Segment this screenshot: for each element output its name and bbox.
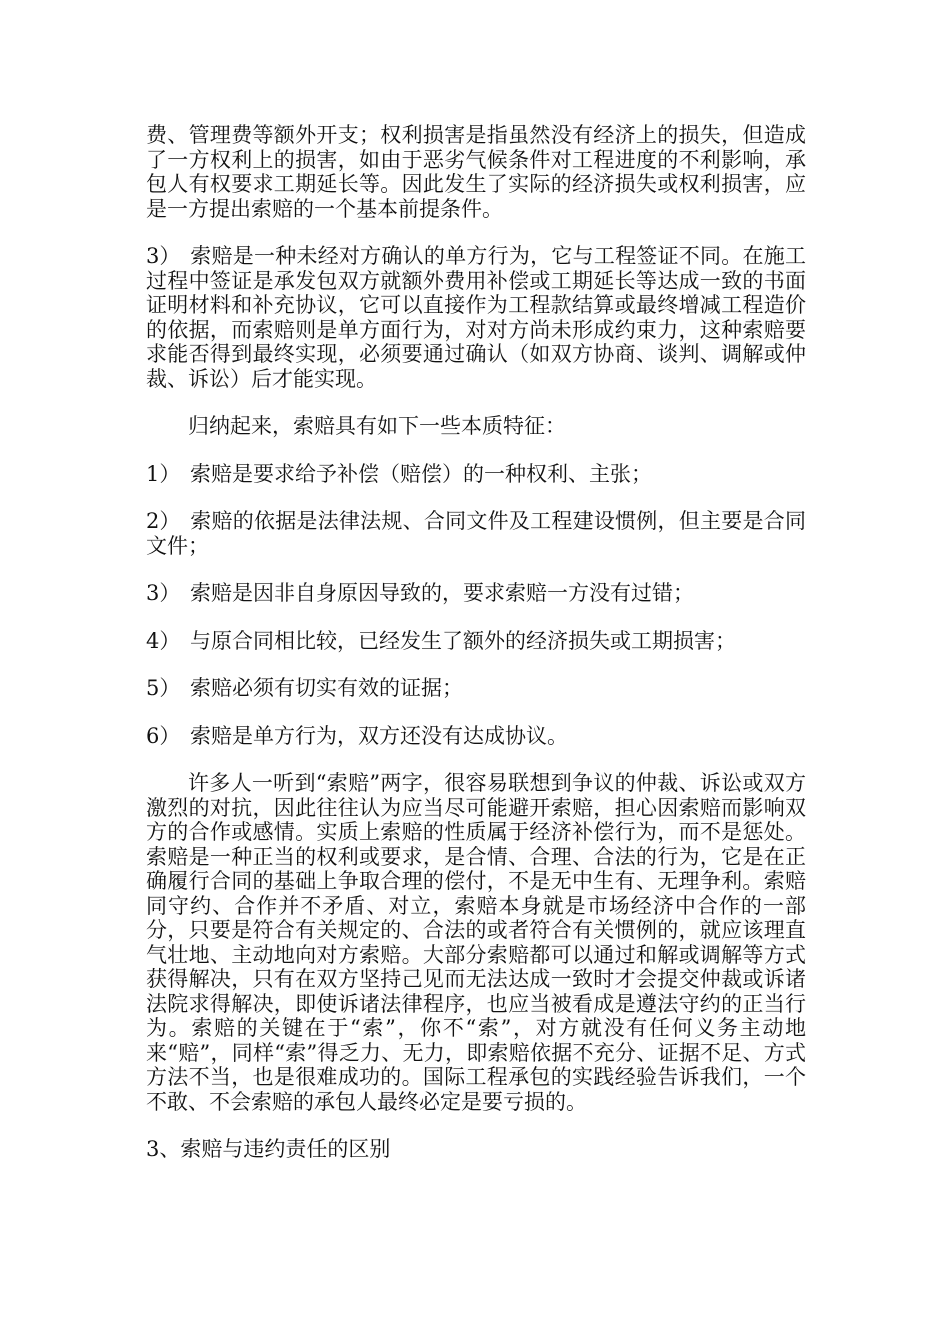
list-item-text: 索赔是因非自身原因导致的，要求索赔一方没有过错； <box>190 581 694 605</box>
list-number: 3） <box>146 244 181 268</box>
section-heading <box>146 1137 806 1162</box>
heading-text: 3、索赔与违约责任的区别 <box>146 1137 391 1161</box>
list-item-text: 与原合同相比较，已经发生了额外的经济损失或工期损害； <box>190 628 736 653</box>
list-item-6 <box>146 724 806 749</box>
paragraph-text: 许多人一听到“索赔”两字，很容易联想到争议的仲裁、诉讼或双方激烈的对抗，因此往往认为应当尽可能避开索赔，担心因索赔而影响双方的合作或感情。实质上索赔的性质属于经济补偿行为，而不是惩处。索赔是一种正当的权利或要求，是合情、合理、合法的行为，它是在正确履行合同的基础上争取合理的偿付，不是无中生有、无理争利。索赔同守约、合作并不矛盾、对立，索赔本身就是市场经济中合作的一部分，只要是符合有关规定的、合法的或者符合有关惯例的，就应该理直气壮地、主动地向对方索赔。大部分索赔都可以通过和解或调解等方式获得解决，只有在双方坚持己见而无法达成一致时才会提交仲裁或诉诸法院求得解决，即使诉诸法律程序，也应当被看成是遵法守约的正当行为。索赔的关键在于“索”，你不“索”，对方就没有任何义务主动地来“赔”，同样“索”得乏力、无力，即索赔依据不充分、证据不足、方式方法不当，也是很难成功的。国际工程承包的实践经验告诉我们，一个不敢、不会索赔的承包人最终必定是要亏损的。 <box>146 771 806 1114</box>
list-item-3 <box>146 581 806 606</box>
document-body <box>146 123 806 1162</box>
paragraph-text: 索赔是一种未经对方确认的单方行为，它与工程签证不同。在施工过程中签证是承发包双方就额外费用补偿或工期延长等达成一致的书面证明材料和补充协议，它可以直接作为工程款结算或最终增减工程造价的依据，而索赔则是单方面行为，对对方尚未形成约束力，这种索赔要求能否得到最终实现，必须要通过确认（如双方协商、谈判、调解或仲裁、诉讼）后才能实现。 <box>146 244 806 391</box>
list-item-4 <box>146 629 806 654</box>
list-item-text: 索赔是单方行为，双方还没有达成协议。 <box>190 723 568 748</box>
list-item-5 <box>146 676 806 701</box>
paragraph-text: 归纳起来，索赔具有如下一些本质特征： <box>188 414 566 438</box>
list-number: 1） <box>146 461 181 486</box>
list-number: 6） <box>146 723 181 748</box>
paragraph-continuation <box>146 123 806 221</box>
list-item-2 <box>146 509 806 558</box>
list-item-text: 索赔是要求给予补偿（赔偿）的一种权利、主张； <box>190 461 652 486</box>
paragraph-summary-intro <box>146 414 806 439</box>
list-item-text: 索赔的依据是法律法规、合同文件及工程建设惯例，但主要是合同文件； <box>146 509 806 558</box>
list-item-1 <box>146 462 806 487</box>
paragraph-text: 费、管理费等额外开支；权利损害是指虽然没有经济上的损失，但造成了一方权利上的损害，如由于恶劣气候条件对工程进度的不利影响，承包人有权要求工期延长等。因此发生了实际的经济损失或权利损害，应是一方提出索赔的一个基本前提条件。 <box>146 123 806 221</box>
list-item-text: 索赔必须有切实有效的证据； <box>190 676 463 700</box>
list-number: 4） <box>146 628 181 653</box>
paragraph-discussion <box>146 771 806 1114</box>
list-number: 2） <box>146 509 181 533</box>
list-number: 5） <box>146 676 181 700</box>
paragraph-item-3 <box>146 244 806 391</box>
list-number: 3） <box>146 581 181 605</box>
